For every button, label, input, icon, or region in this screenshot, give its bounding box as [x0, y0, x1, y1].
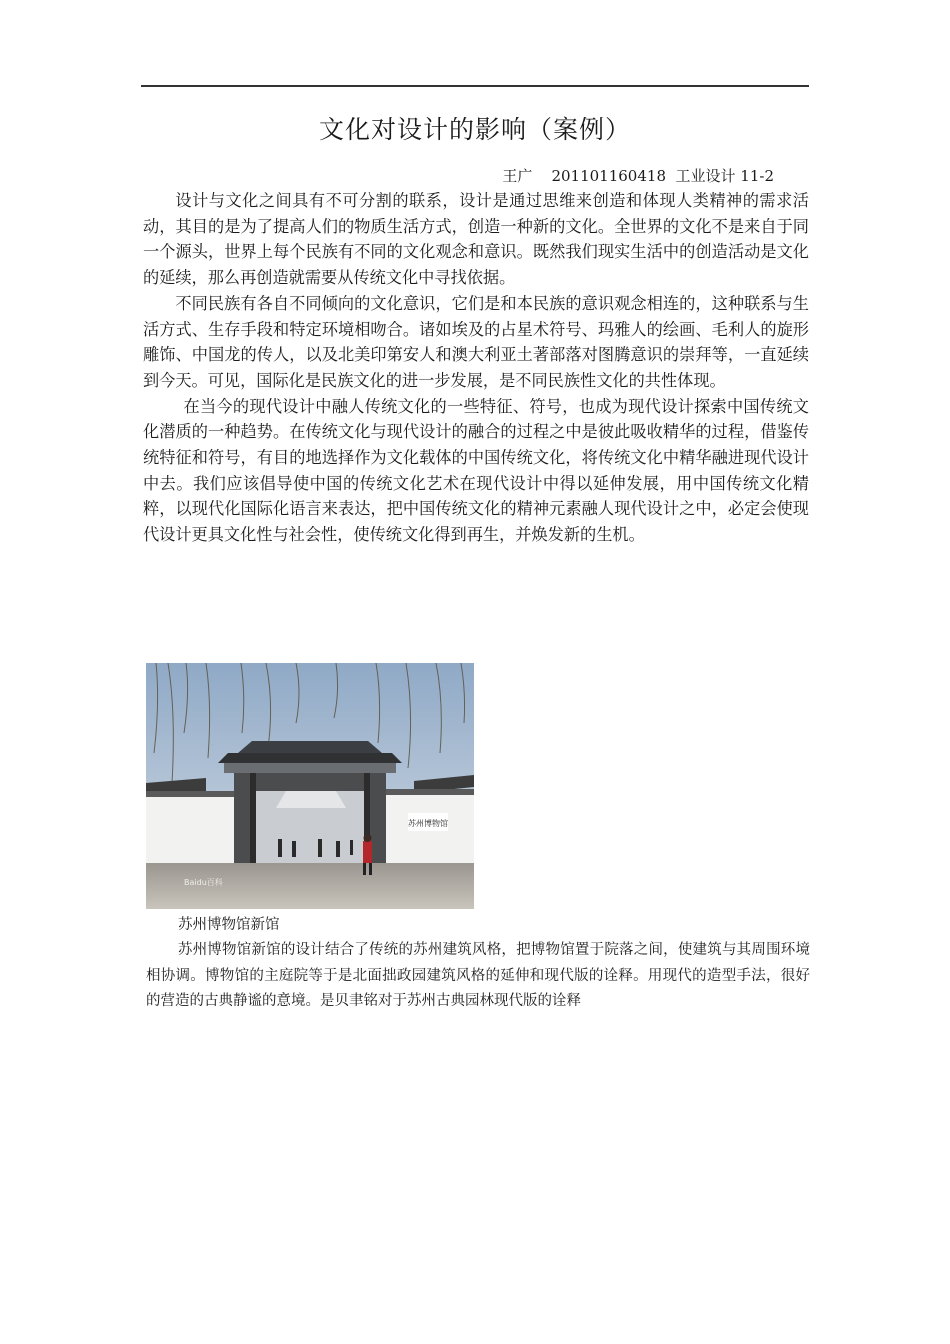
document-title: 文化对设计的影响（案例）	[318, 115, 631, 144]
photo-watermark: Baidu百科	[184, 878, 223, 887]
case-paragraph: 苏州博物馆新馆的设计结合了传统的苏州建筑风格，把博物馆置于院落之间，使建筑与其周围环境相协调。博物馆的主庭院等于是北面拙政园建筑风格的延伸和现代版的诠释。用现代的造型手法，很好的营造的古典静谧的意境。是贝聿铭对于苏州古典园林现代版的诠释	[146, 942, 810, 1009]
suzhou-museum-photo	[146, 663, 474, 909]
photo-caption: 苏州博物馆新馆	[178, 917, 280, 933]
author-byline: 王广 201101160418 工业设计 11-2	[502, 167, 774, 185]
paragraph-3: 在当今的现代设计中融人传统文化的一些特征、符号，也成为现代设计探索中国传统文化潜质的一种趋势。在传统文化与现代设计的融合的过程之中是彼此吸收精华的过程，借鉴传统特征和符号，有目的地选择作为文化载体的中国传统文化，将传统文化中精华融进现代设计中去。我们应该倡导使中国的传统文化艺术在现代设计中得以延伸发展，用中国传统文化精粹，以现代化国际化语言来表达，把中国传统文化的精神元素融人现代设计之中，必定会使现代设计更具文化性与社会性，使传统文化得到再生，并焕发新的生机。	[143, 396, 809, 545]
body-text	[143, 188, 809, 548]
paragraph-1: 设计与文化之间具有不可分割的联系，设计是通过思维来创造和体现人类精神的需求活动，其目的是为了提高人们的物质生活方式，创造一种新的文化。全世界的文化不是来自于同一个源头，世界上每个民族有不同的文化观念和意识。既然我们现实生活中的创造活动是文化的延续，那么再创造就需要从传统文化中寻找依据。	[143, 191, 809, 288]
header-rule	[141, 85, 809, 87]
paragraph-2: 不同民族有各自不同倾向的文化意识，它们是和本民族的意识观念相连的，这种联系与生活方式、生存手段和特定环境相吻合。诸如埃及的占星术符号、玛雅人的绘画、毛利人的旋形雕饰、中国龙的传人，以及北美印第安人和澳大利亚土著部落对图腾意识的崇拜等，一直延续到今天。可见，国际化是民族文化的进一步发展，是不同民族性文化的共性体现。	[143, 293, 809, 390]
museum-sign-text: 苏州博物馆	[408, 819, 448, 828]
case-description	[146, 938, 810, 1015]
